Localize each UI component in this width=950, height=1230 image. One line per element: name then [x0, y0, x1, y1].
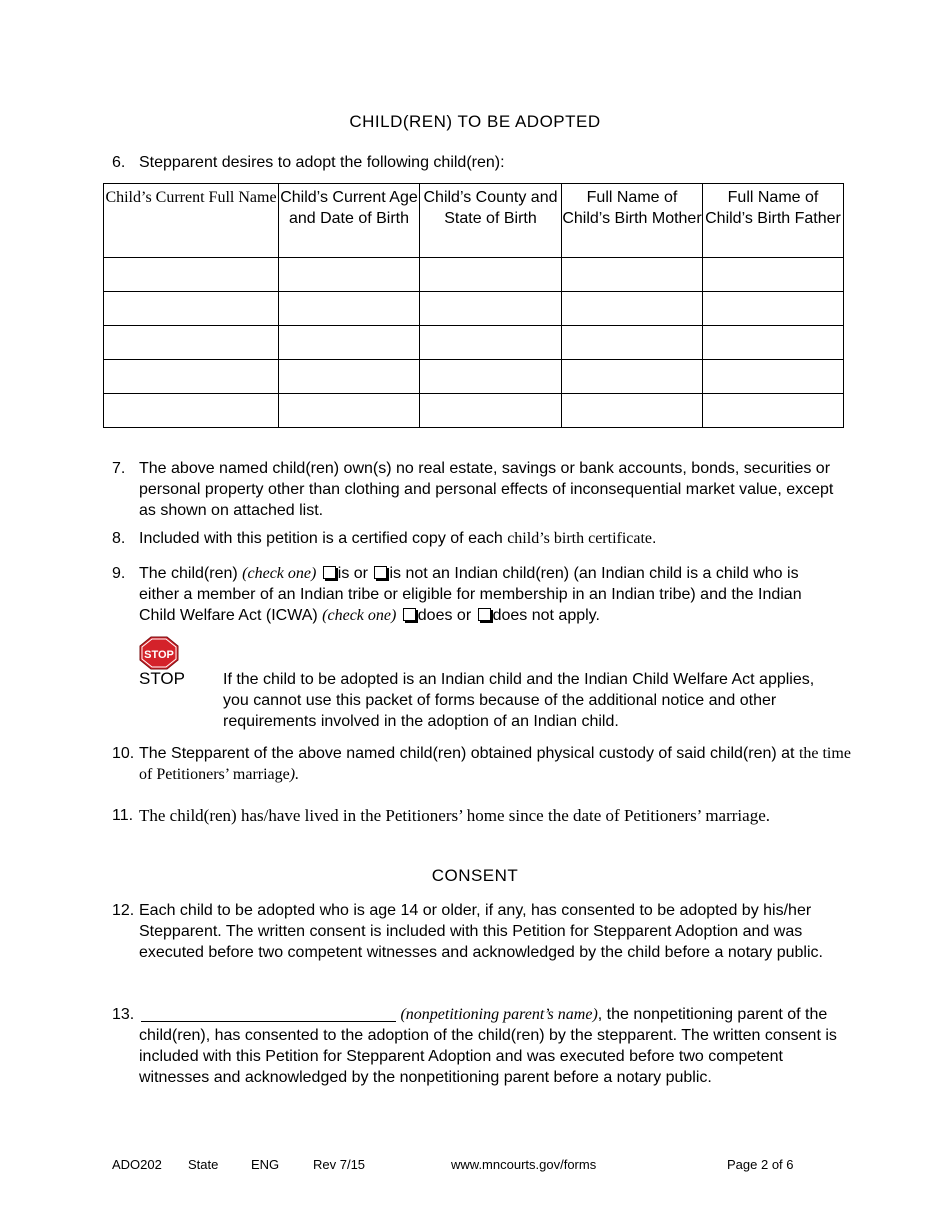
- section-heading-children: CHILD(REN) TO BE ADOPTED: [349, 112, 601, 131]
- item-8: 8. Included with this petition is a certified copy of each child’s birth certificate.: [112, 530, 657, 547]
- table-cell[interactable]: [420, 360, 562, 394]
- table-cell[interactable]: [279, 394, 420, 428]
- table-cell[interactable]: [562, 292, 703, 326]
- table-cell[interactable]: [420, 326, 562, 360]
- table-cell[interactable]: [104, 258, 279, 292]
- table-row: [104, 326, 844, 360]
- footer-language: ENG: [251, 1157, 280, 1172]
- stop-sign-icon: [139, 636, 179, 670]
- stop-label: STOP: [139, 669, 185, 688]
- footer-state: State: [188, 1157, 219, 1172]
- table-cell[interactable]: [562, 394, 703, 428]
- table-cell[interactable]: [420, 394, 562, 428]
- table-cell[interactable]: [104, 360, 279, 394]
- table-cell[interactable]: [279, 326, 420, 360]
- table-cell[interactable]: [104, 326, 279, 360]
- children-table: [103, 183, 844, 428]
- table-cell[interactable]: [703, 394, 844, 428]
- item-13: 13. (nonpetitioning parent’s name), the nonpetitioning parent of the child(ren), has consented to the adoption of the child(ren) by the stepparent. The written consent is included with this Petition for Stepparent Adoption and was executed before two competent witnesses and acknowledged by the nonpetitioning parent before a notary public.: [112, 1006, 837, 1086]
- table-cell[interactable]: [279, 360, 420, 394]
- table-cell[interactable]: [104, 394, 279, 428]
- table-cell[interactable]: [420, 292, 562, 326]
- table-cell[interactable]: [703, 258, 844, 292]
- section-heading-consent: CONSENT: [431, 866, 519, 885]
- checkbox-is-indian[interactable]: [323, 566, 336, 579]
- table-cell[interactable]: [420, 258, 562, 292]
- table-row: [104, 394, 844, 428]
- item-12: 12. Each child to be adopted who is age 14 or older, if any, has consented to be adopted by his/her Stepparent. The written consent is included with this Petition for Stepparent Adoption and was executed before two competent witnesses and acknowledged by the child before a notary public.: [112, 902, 823, 961]
- header-birth-mother: Full Name of Child’s Birth Mother: [562, 184, 703, 258]
- stop-warning-text: If the child to be adopted is an Indian child and the Indian Child Welfare Act applies, you cannot use this packet of forms because of the additional notice and other requirements involved in the adoption of an Indian child.: [223, 671, 815, 730]
- table-row: [104, 360, 844, 394]
- table-cell[interactable]: [279, 258, 420, 292]
- table-cell[interactable]: [562, 326, 703, 360]
- checkbox-is-not-indian[interactable]: [374, 566, 387, 579]
- table-row: [104, 258, 844, 292]
- footer-revision: Rev 7/15: [313, 1157, 366, 1172]
- footer-page-number: Page 2 of 6: [727, 1157, 794, 1172]
- header-county-state: Child’s County and State of Birth: [420, 184, 562, 258]
- header-birth-father: Full Name of Child’s Birth Father: [703, 184, 844, 258]
- table-header-row: [104, 184, 844, 258]
- stop-sign-text: STOP: [144, 649, 174, 661]
- table-cell[interactable]: [703, 326, 844, 360]
- table-cell[interactable]: [703, 360, 844, 394]
- item-7: 7. The above named child(ren) own(s) no real estate, savings or bank accounts, bonds, securities or personal property other than clothing and personal effects of inconsequential market value, except as shown on attached list.: [112, 460, 834, 519]
- table-cell[interactable]: [703, 292, 844, 326]
- footer-form-id: ADO202: [112, 1157, 162, 1172]
- item-11: 11. The child(ren) has/have lived in the Petitioners’ home since the date of Petitioners’ marriage.: [112, 806, 770, 825]
- table-cell[interactable]: [104, 292, 279, 326]
- table-cell[interactable]: [562, 258, 703, 292]
- table-cell[interactable]: [562, 360, 703, 394]
- nonpetitioning-parent-name-field[interactable]: [141, 1005, 396, 1022]
- checkbox-icwa-does-not-apply[interactable]: [478, 608, 491, 621]
- item-9: 9. The child(ren) (check one) is or is not an Indian child(ren) (an Indian child is a child who is either a member of an Indian tribe or eligible for membership in an Indian tribe) and the Indian Child Welfare Act (ICWA) (check one) does or does not apply.: [112, 565, 802, 624]
- header-current-name: Child’s Current Full Name: [104, 184, 279, 258]
- table-row: [104, 292, 844, 326]
- checkbox-icwa-does-apply[interactable]: [403, 608, 416, 621]
- header-age-dob: Child’s Current Age and Date of Birth: [279, 184, 420, 258]
- footer-url[interactable]: www.mncourts.gov/forms: [451, 1157, 597, 1172]
- item-10: 10. The Stepparent of the above named child(ren) obtained physical custody of said child(ren) at the time of Petitioners’ marriage).: [112, 745, 851, 783]
- item-6: 6. Stepparent desires to adopt the following child(ren):: [112, 154, 505, 171]
- table-cell[interactable]: [279, 292, 420, 326]
